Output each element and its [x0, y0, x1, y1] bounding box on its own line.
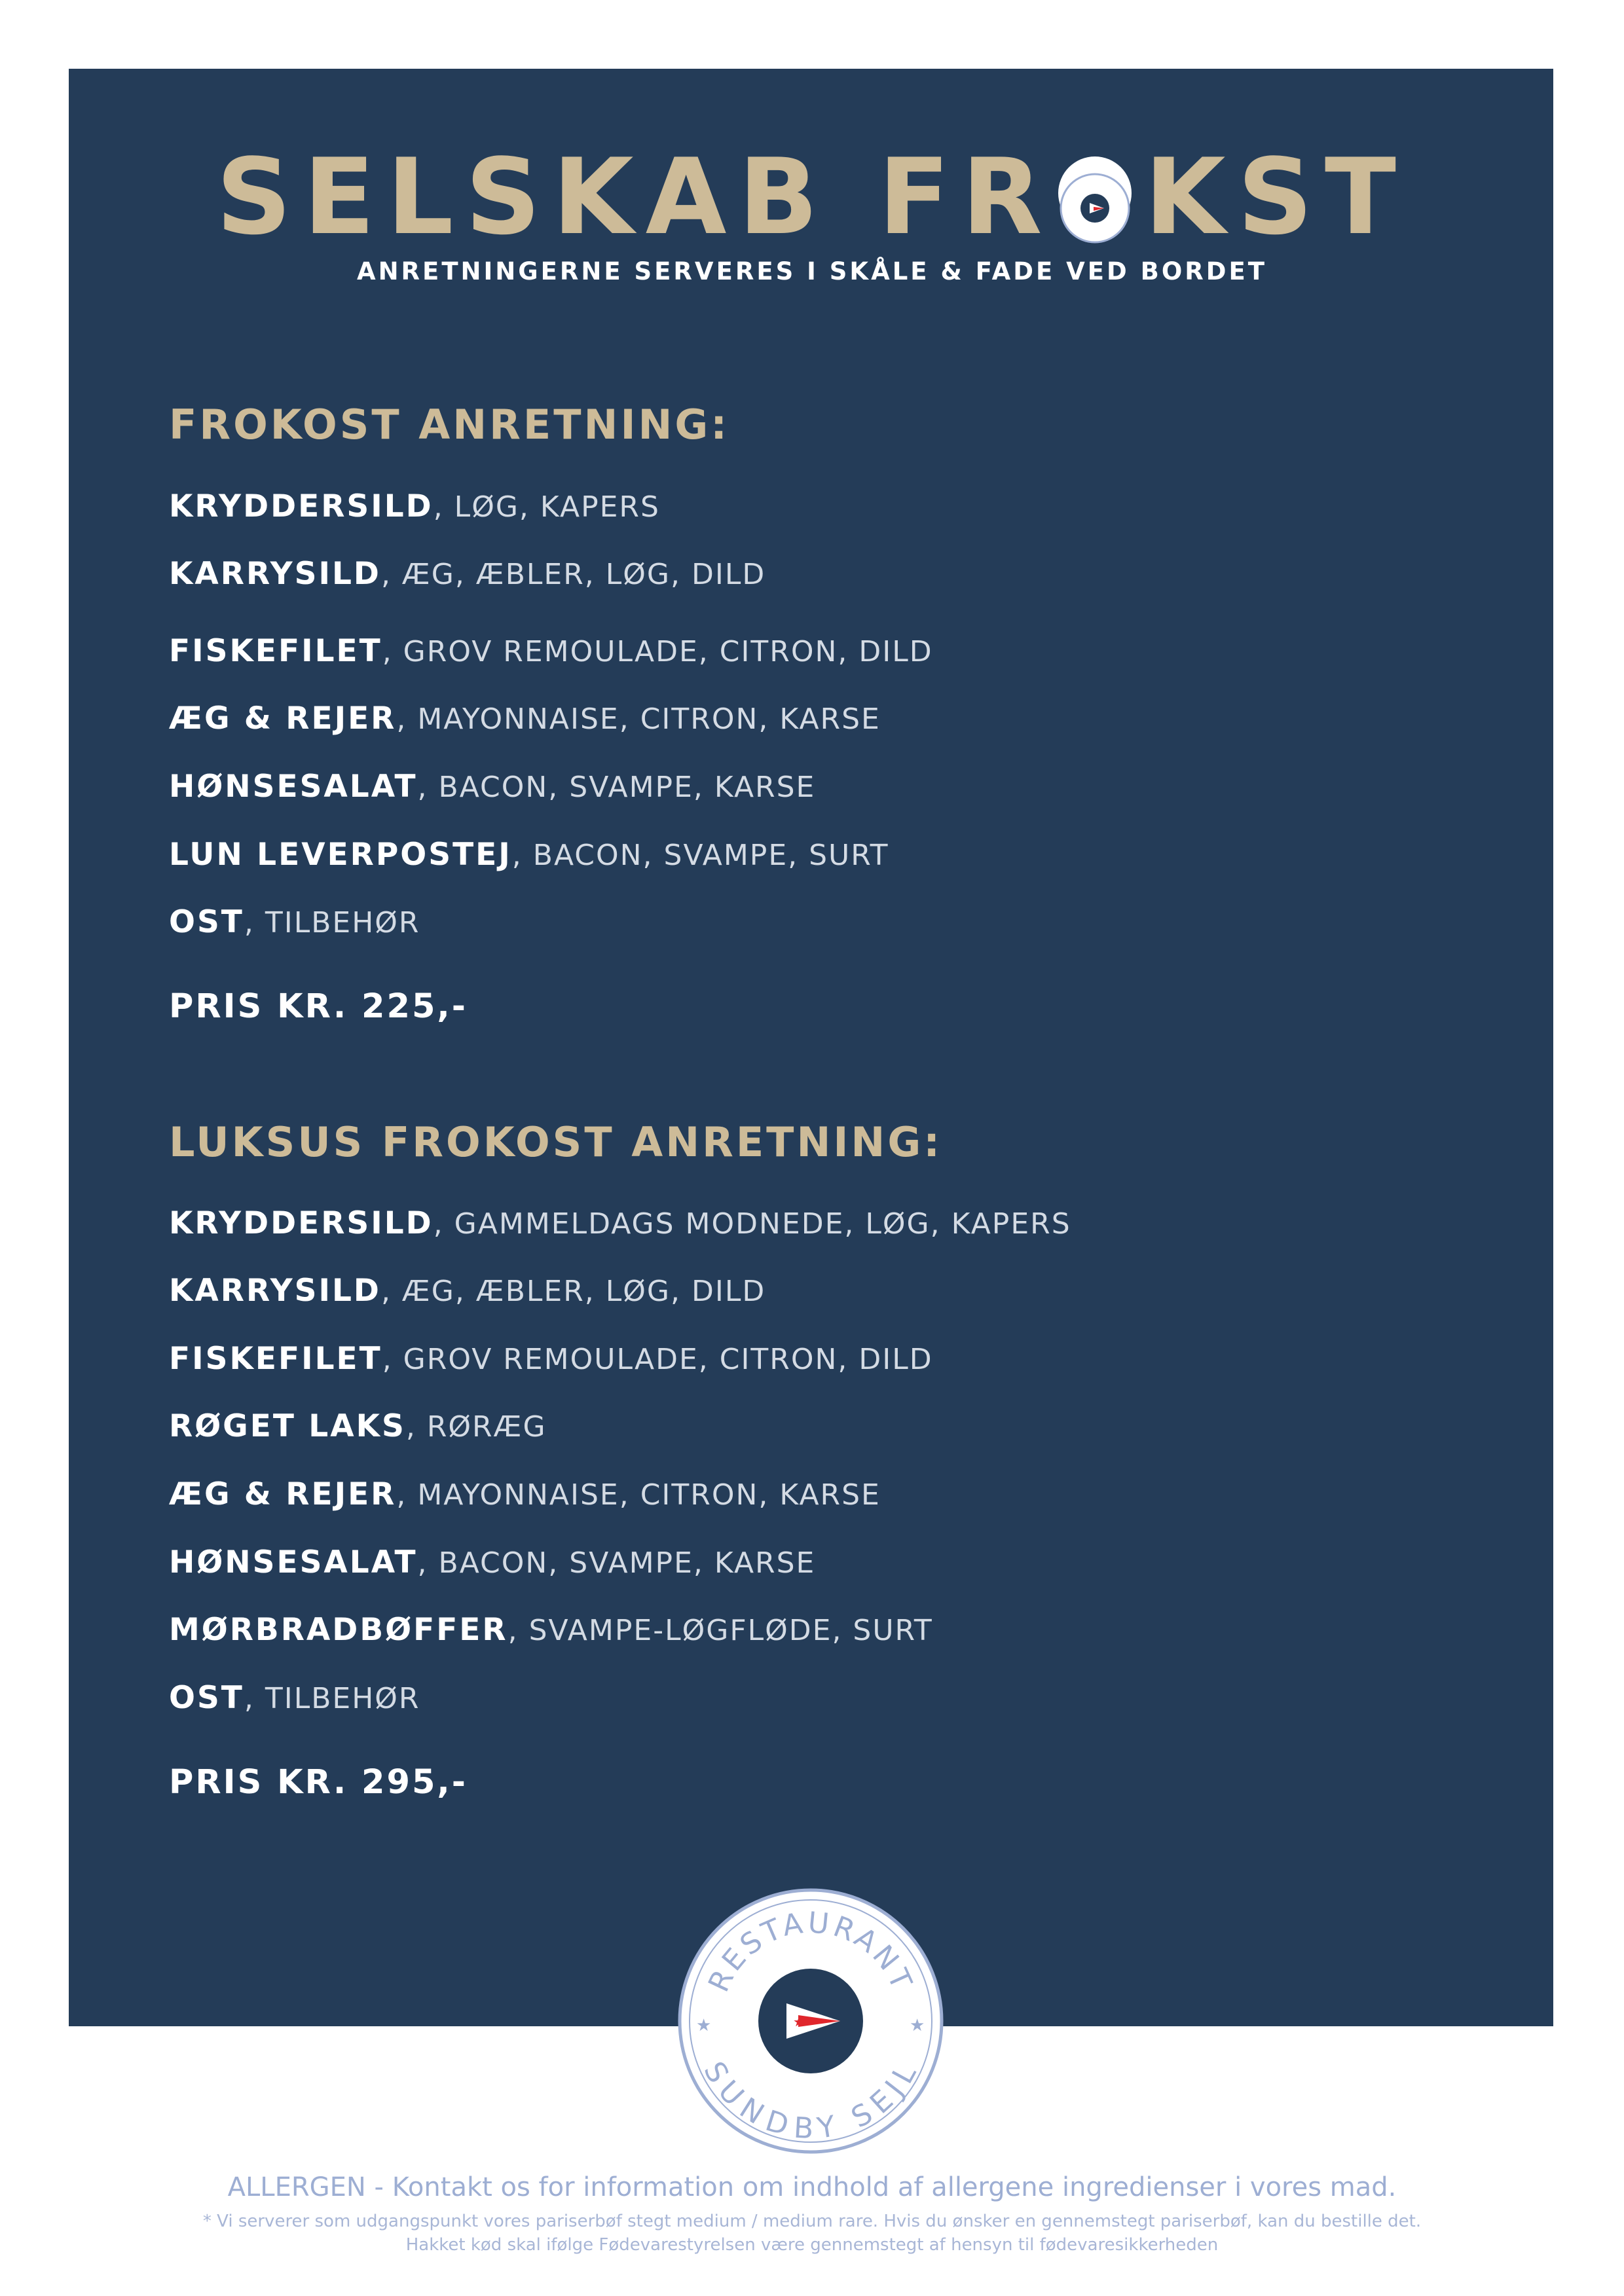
restaurant-seal-logo	[676, 1887, 945, 2155]
item-desc: , BACON, SVAMPE, KARSE	[417, 771, 816, 804]
item-name: HØNSESALAT	[169, 769, 418, 805]
seal-star-right-icon: ★	[910, 2016, 925, 2035]
item-name: ÆG & REJER	[169, 701, 397, 737]
item-desc: , ÆG, ÆBLER, LØG, DILD	[380, 558, 766, 591]
item-name: KRYDDERSILD	[169, 1205, 434, 1241]
title-left-text: SELSKAB FR	[215, 136, 1054, 259]
menu-item	[169, 769, 816, 805]
item-desc: , BACON, SVAMPE, SURT	[511, 839, 889, 872]
section-title-frokost: FROKOST ANRETNING:	[169, 401, 730, 448]
item-name: KARRYSILD	[169, 1273, 381, 1309]
menu-panel	[69, 69, 1553, 2026]
item-name: HØNSESALAT	[169, 1544, 418, 1580]
price-frokost: PRIS KR. 225,-	[169, 987, 468, 1026]
subtitle: ANRETNINGERNE SERVERES I SKÅLE & FADE VED BORDET	[356, 257, 1268, 285]
menu-item	[169, 1273, 766, 1309]
item-desc: , MAYONNAISE, CITRON, KARSE	[396, 702, 881, 736]
menu-item	[169, 556, 766, 592]
item-name: MØRBRADBØFFER	[169, 1612, 508, 1648]
menu-item	[169, 1476, 881, 1512]
item-name: KRYDDERSILD	[169, 488, 434, 524]
section-title-luksus: LUKSUS FROKOST ANRETNING:	[169, 1118, 943, 1166]
price-luksus: PRIS KR. 295,-	[169, 1763, 468, 1802]
menu-item	[169, 837, 889, 873]
item-desc: , RØRÆG	[405, 1410, 547, 1444]
item-desc: , GROV REMOULADE, CITRON, DILD	[382, 635, 933, 668]
menu-item	[169, 488, 660, 524]
item-desc: , GROV REMOULADE, CITRON, DILD	[382, 1343, 933, 1376]
mini-seal-icon	[1058, 172, 1132, 245]
item-desc: , TILBEHØR	[244, 1682, 420, 1715]
item-name: ÆG & REJER	[169, 1476, 397, 1512]
menu-item	[169, 1205, 1071, 1241]
item-desc: , GAMMELDAGS MODNEDE, LØG, KAPERS	[433, 1207, 1071, 1241]
footnote-line-2: Hakket kød skal ifølge Fødevarestyrelsen være gennemstegt af hensyn til fødevaresikkerheden	[405, 2235, 1219, 2255]
menu-item	[169, 1680, 420, 1716]
item-desc: , MAYONNAISE, CITRON, KARSE	[396, 1478, 881, 1512]
item-desc: , BACON, SVAMPE, KARSE	[417, 1546, 816, 1580]
item-desc: , LØG, KAPERS	[433, 490, 660, 524]
menu-item	[169, 1408, 547, 1444]
menu-item	[169, 1612, 933, 1648]
svg-text:★: ★	[793, 2014, 805, 2030]
item-name: FISKEFILET	[169, 633, 382, 669]
menu-item	[169, 1341, 933, 1377]
allergen-notice: ALLERGEN - Kontakt os for information om indhold af allergene ingredienser i vores mad.	[227, 2172, 1397, 2202]
menu-item	[169, 701, 881, 737]
title-right-text: KST	[1144, 136, 1409, 259]
menu-item	[169, 904, 420, 940]
seal-bottom-text: SUNDBY SEJL	[697, 2056, 925, 2146]
item-desc: , ÆG, ÆBLER, LØG, DILD	[380, 1275, 766, 1308]
item-name: OST	[169, 904, 244, 940]
item-name: RØGET LAKS	[169, 1408, 406, 1444]
menu-item	[169, 633, 933, 669]
footnote-line-1: * Vi serverer som udgangspunkt vores pariserbøf stegt medium / medium rare. Hvis du ønsker en gennemstegt pariserbøf, kan du bestille det.	[202, 2212, 1422, 2231]
item-desc: , SVAMPE-LØGFLØDE, SURT	[507, 1614, 933, 1647]
item-name: OST	[169, 1680, 244, 1716]
item-desc: , TILBEHØR	[244, 906, 420, 939]
menu-item	[169, 1544, 816, 1580]
title-o-logo-icon	[1058, 156, 1132, 230]
page-title	[0, 136, 1624, 259]
item-name: KARRYSILD	[169, 556, 381, 592]
item-name: LUN LEVERPOSTEJ	[169, 837, 512, 873]
item-name: FISKEFILET	[169, 1341, 382, 1377]
seal-top-text: RESTAURANT	[702, 1906, 919, 1997]
seal-star-left-icon: ★	[696, 2016, 712, 2035]
